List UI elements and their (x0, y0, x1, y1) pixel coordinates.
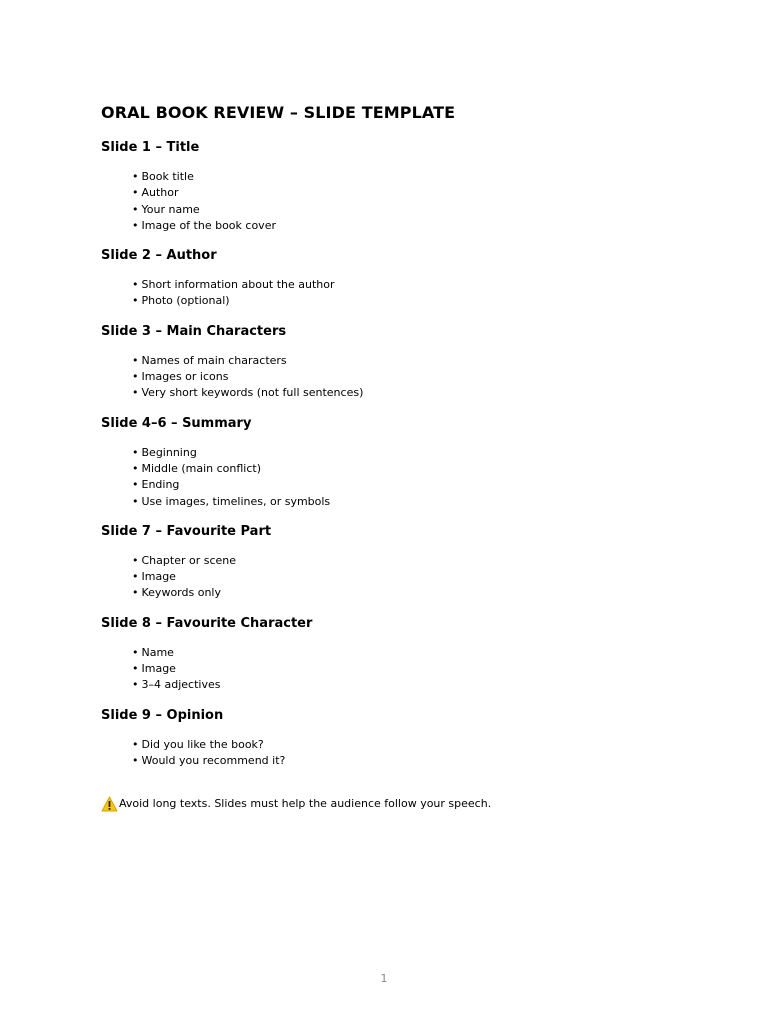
list-item: • Very short keywords (not full sentences) (132, 386, 364, 400)
warning-note-text: Avoid long texts. Slides must help the audience follow your speech. (119, 797, 492, 810)
list-item: • Beginning (132, 445, 197, 459)
list-item: • Author (132, 186, 179, 200)
bullet-list (101, 353, 721, 402)
section-slide-8 (101, 615, 721, 694)
list-item: • Image (132, 662, 176, 676)
list-item: • Short information about the author (132, 278, 335, 292)
list-item: • Middle (main conflict) (132, 461, 261, 475)
list-item: • 3–4 adjectives (132, 678, 221, 692)
list-item: • Image (132, 570, 176, 584)
section-heading: Slide 4–6 – Summary (101, 415, 252, 431)
section-heading: Slide 3 – Main Characters (101, 323, 287, 339)
bullet-list (101, 645, 721, 694)
bullet-list (101, 445, 721, 510)
section-slide-4-6 (101, 415, 721, 510)
document-body (101, 102, 721, 769)
list-item: • Images or icons (132, 370, 229, 384)
list-item: • Would you recommend it? (132, 753, 286, 767)
list-item: • Ending (132, 478, 180, 492)
section-slide-9 (101, 707, 721, 770)
page-number: 1 (380, 972, 388, 985)
bullet-list (101, 169, 721, 234)
bullet-list (101, 277, 721, 310)
section-heading: Slide 8 – Favourite Character (101, 615, 313, 631)
document-title: ORAL BOOK REVIEW – SLIDE TEMPLATE (101, 103, 456, 122)
section-heading: Slide 1 – Title (101, 140, 200, 155)
list-item: • Use images, timelines, or symbols (132, 494, 331, 508)
list-item: • Book title (132, 170, 194, 183)
list-item: • Your name (132, 202, 200, 216)
bullet-list (101, 737, 721, 770)
list-item: • Photo (optional) (132, 294, 230, 308)
list-item: • Did you like the book? (132, 737, 264, 751)
section-slide-3 (101, 323, 721, 402)
bullet-list (101, 553, 721, 602)
list-item: • Chapter or scene (132, 553, 237, 567)
section-heading: Slide 9 – Opinion (101, 707, 224, 723)
section-heading: Slide 2 – Author (101, 248, 217, 264)
section-slide-1 (101, 139, 721, 234)
list-item: • Names of main characters (132, 353, 287, 367)
warning-note (101, 795, 491, 813)
warning-icon (101, 796, 118, 812)
section-slide-2 (101, 247, 721, 310)
list-item: • Keywords only (132, 586, 221, 600)
section-heading: Slide 7 – Favourite Part (101, 523, 272, 539)
list-item: • Image of the book cover (132, 218, 276, 232)
list-item: • Name (132, 645, 174, 659)
section-slide-7 (101, 523, 721, 602)
